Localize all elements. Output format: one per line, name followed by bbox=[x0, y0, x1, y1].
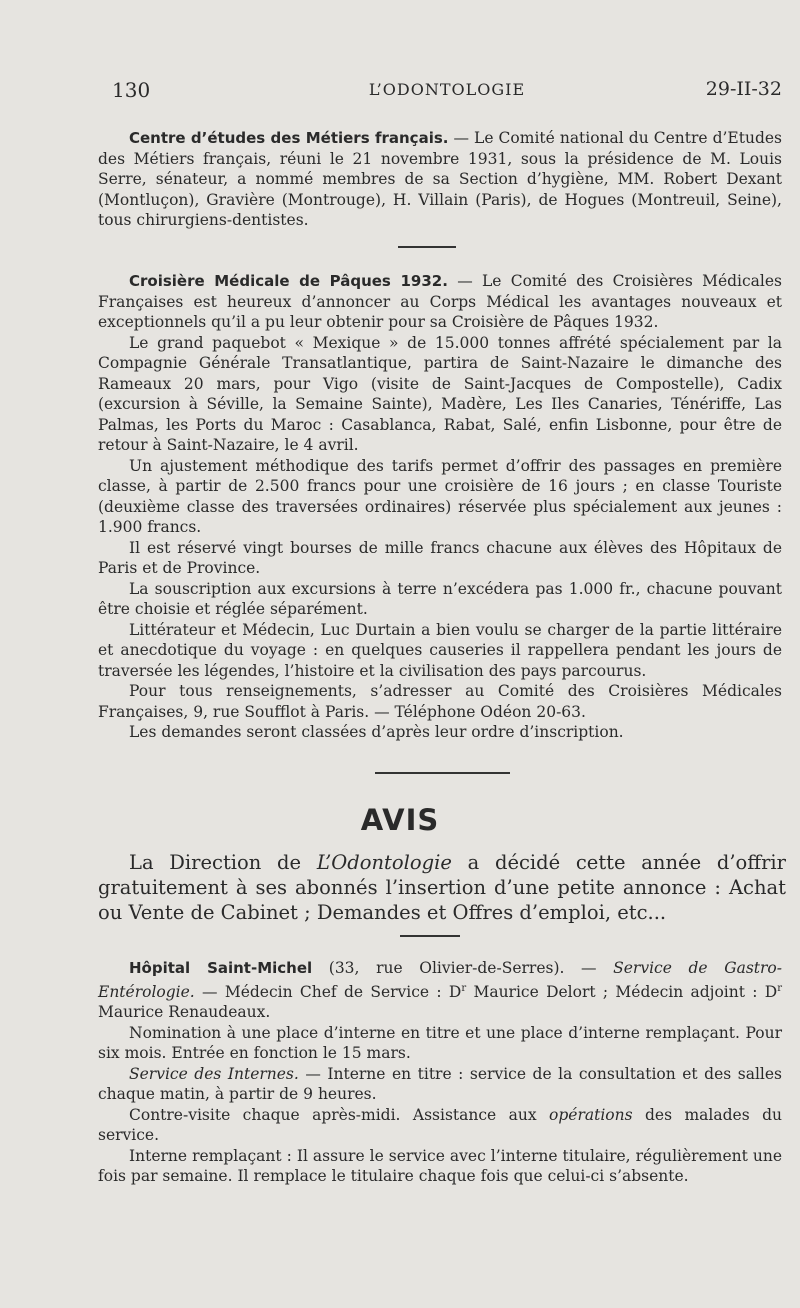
section-hopital bbox=[98, 958, 782, 1187]
paragraph: Il est réservé vingt bourses de mille francs chacune aux élèves des Hôpitaux de Paris et de Province. bbox=[98, 538, 782, 577]
journal-name: L’Odontologie bbox=[316, 851, 452, 874]
issue-date: 29-II-32 bbox=[705, 78, 782, 100]
paragraph bbox=[98, 850, 786, 925]
text: opérations bbox=[549, 1105, 633, 1124]
text: a décidé cette année d’offrir gratuitement à ses abonnés l’insertion d’une petite annonce : Achat ou Vente de Cabinet ; Demandes et Offres d’emploi, etc... bbox=[98, 851, 786, 924]
paragraph bbox=[98, 128, 782, 231]
page-number: 130 bbox=[112, 78, 151, 102]
superscript: r bbox=[777, 982, 783, 994]
text: des malades du service. bbox=[98, 1105, 782, 1145]
text: (33, rue Olivier-de-Serres). — bbox=[312, 959, 614, 977]
text: Service des Internes. bbox=[129, 1064, 299, 1083]
section-heading: Centre d’études des Métiers français. bbox=[129, 129, 449, 147]
text: La Direction de bbox=[129, 851, 317, 874]
paragraph: Les demandes seront classées d’après leur ordre d’inscription. bbox=[129, 723, 624, 741]
paragraph bbox=[98, 958, 782, 1023]
paragraph bbox=[98, 271, 782, 333]
section-text: — Le Comité national du Centre d’Etudes des Métiers français, réuni le 21 novembre 1931, sous la présidence de M. Louis Serre, sénateur, a nommé membres de sa Section d’hygiène, MM. Robert Dexant (Montluçon), Gravière (Montrouge), H. Villain (Paris), de Hogues (Montreuil, Seine), tous chirurgiens-dentistes. bbox=[98, 129, 783, 229]
divider bbox=[375, 772, 510, 774]
section-croisiere bbox=[98, 271, 782, 743]
text: Maurice Delort ; Médecin adjoint : D bbox=[466, 982, 778, 1001]
paragraph: La souscription aux excursions à terre n’excédera pas 1.000 fr., chacune pouvant être choisie et réglée séparément. bbox=[98, 579, 782, 618]
text: Service de Gastro-Entérologie. bbox=[98, 959, 782, 1001]
paragraph bbox=[98, 1064, 782, 1105]
paragraph: Interne remplaçant : Il assure le service avec l’interne titulaire, régulièrement une fois par semaine. Il remplace le titulaire chaque fois que celui-ci s’absente. bbox=[98, 1146, 782, 1186]
section-heading: Hôpital Saint-Michel bbox=[129, 959, 313, 977]
paragraph: Littérateur et Médecin, Luc Durtain a bien voulu se charger de la partie littéraire et anecdotique du voyage : en quelques causeries il rappellera pendant les jours de traversée les légendes, l’histoire et la civilisation des pays parcourus. bbox=[98, 620, 782, 680]
paragraph: Nomination à une place d’interne en titre et une place d’interne remplaçant. Pour six mois. Entrée en fonction le 15 mars. bbox=[98, 1023, 782, 1063]
paragraph: Un ajustement méthodique des tarifs permet d’offrir des passages en première classe, à partir de 2.500 francs pour une croisière de 16 jours ; en classe Touriste (deuxième classe des traversées ordinaires) réservée plus spécialement aux jeunes : 1.900 francs. bbox=[98, 456, 782, 536]
paragraph: Pour tous renseignements, s’adresser au Comité des Croisières Médicales Françaises, 9, rue Soufflot à Paris. — Téléphone Odéon 20-63. bbox=[98, 682, 782, 721]
text: Contre-visite chaque après-midi. Assistance aux bbox=[129, 1105, 550, 1124]
paragraph: Le grand paquebot « Mexique » de 15.000 tonnes affrété spécialement par la Compagnie Générale Transatlantique, partira de Saint-Nazaire le dimanche des Rameaux 20 mars, pour Vigo (visite de Saint-Jacques de Compostelle), Cadix (excursion à Séville, la Semaine Sainte), Madère, Les Iles Canaries, Ténériffe, Las Palmas, les Ports du Maroc : Casablanca, Rabat, Salé, enfin Lisbonne, pour être de retour à Saint-Nazaire, le 4 avril. bbox=[98, 333, 782, 454]
journal-title: L’ODONTOLOGIE bbox=[368, 80, 526, 99]
divider bbox=[400, 935, 460, 937]
avis-body bbox=[98, 850, 786, 925]
section-text: — Le Comité des Croisières Médicales Françaises est heureux d’annoncer au Corps Médical les avantages nouveaux et exceptionnels qu’il a pu leur obtenir pour sa Croisière de Pâques 1932. bbox=[98, 272, 783, 331]
paragraph bbox=[98, 1105, 782, 1146]
page-header bbox=[112, 78, 782, 104]
superscript: r bbox=[461, 982, 467, 994]
text: Maurice Renaudeaux. bbox=[98, 1003, 271, 1022]
section-centre-etudes bbox=[98, 128, 782, 231]
avis-title: AVIS bbox=[360, 803, 440, 837]
section-heading: Croisière Médicale de Pâques 1932. bbox=[129, 272, 448, 290]
text: — Interne en titre : service de la consultation et des salles chaque matin, à partir de 9 heures. bbox=[98, 1064, 782, 1104]
divider bbox=[398, 246, 456, 248]
text: — Médecin Chef de Service : D bbox=[194, 982, 462, 1001]
